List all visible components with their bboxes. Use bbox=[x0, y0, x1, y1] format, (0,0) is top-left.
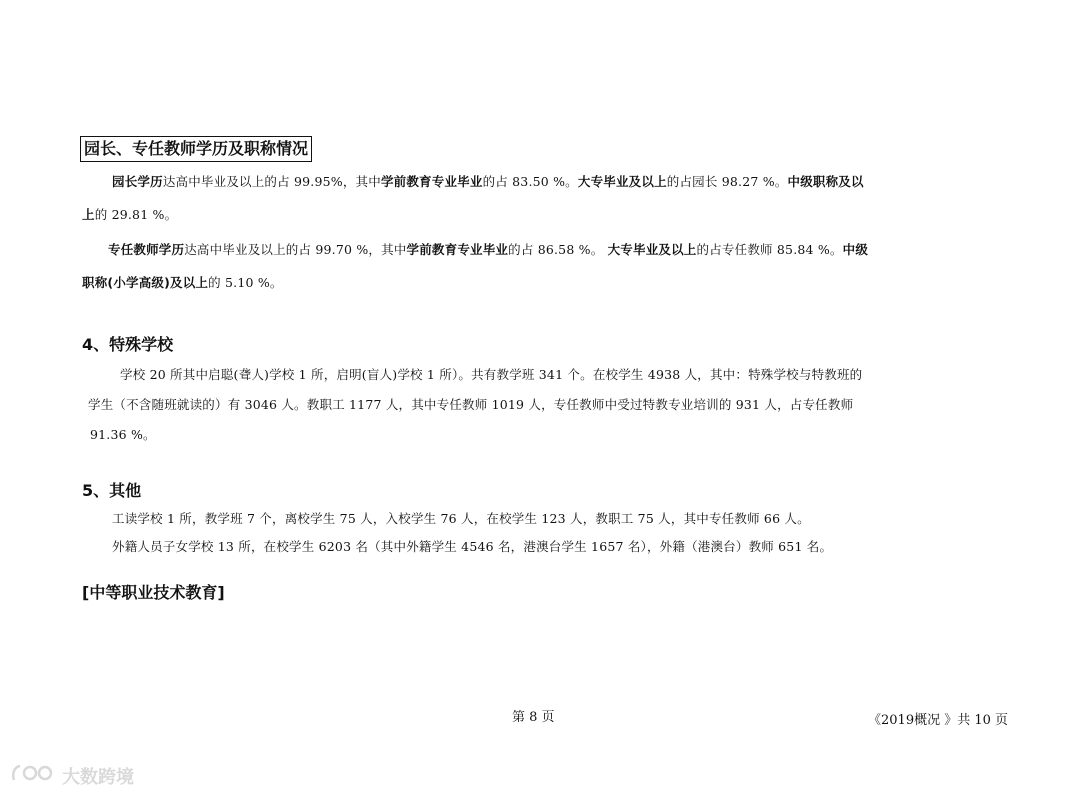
section-heading-special-schools: 4、特殊学校 bbox=[82, 335, 174, 354]
bold-term: 专任教师学历 bbox=[108, 242, 185, 257]
bold-term: 园长学历 bbox=[112, 174, 163, 189]
watermark-text: 大数跨境 bbox=[62, 766, 134, 788]
principal-paragraph-line-1 bbox=[112, 173, 864, 191]
bold-term: 大专毕业及以上 bbox=[607, 242, 697, 257]
bold-term: 上 bbox=[82, 207, 95, 222]
bold-term: 大专毕业及以上 bbox=[577, 174, 667, 189]
bold-term: 中级职称及以 bbox=[787, 174, 864, 189]
section-heading-other: 5、其他 bbox=[82, 481, 142, 500]
bold-term: 职称(小学高级)及以上 bbox=[82, 275, 209, 290]
other-line-2: 外籍人员子女学校 13 所，在校学生 6203 名（其中外籍学生 4546 名，港澳台学生 1657 名），外籍（港澳台）教师 651 名。 bbox=[112, 539, 833, 554]
text-run: 的 29.81 %。 bbox=[94, 207, 178, 222]
footer-page-number: 第 8 页 bbox=[512, 710, 555, 725]
teacher-paragraph-line-1 bbox=[108, 241, 868, 259]
text-run: 达高中毕业及以上的占 99.70 %，其中 bbox=[184, 242, 407, 257]
text-run: 的占专任教师 85.84 %。 bbox=[696, 242, 843, 257]
text-run: 达高中毕业及以上的占 99.95%，其中 bbox=[162, 174, 381, 189]
watermark bbox=[10, 762, 134, 789]
bold-term: 学前教育专业毕业 bbox=[406, 242, 509, 257]
bold-term: 中级 bbox=[842, 242, 869, 257]
section-heading-vocational: [中等职业技术教育] bbox=[82, 583, 225, 602]
other-line-1: 工读学校 1 所，教学班 7 个，离校学生 75 人，入校学生 76 人，在校学生 123 人，教职工 75 人，其中专任教师 66 人。 bbox=[112, 511, 810, 526]
footer-document-label: 《2019概况 》共 10 页 bbox=[868, 713, 1009, 728]
text-run: 的占园长 98.27 %。 bbox=[666, 174, 788, 189]
special-schools-line-3: 91.36 %。 bbox=[90, 427, 156, 442]
section-title-principals: 园长、专任教师学历及职称情况 bbox=[80, 136, 312, 162]
text-run: 的占 83.50 %。 bbox=[482, 174, 578, 189]
text-run: 的 5.10 %。 bbox=[208, 275, 283, 290]
bold-term: 学前教育专业毕业 bbox=[380, 174, 483, 189]
special-schools-line-1: 学校 20 所其中启聪(聋人)学校 1 所，启明(盲人)学校 1 所）。共有教学班 341 个。在校学生 4938 人，其中：特殊学校与特教班的 bbox=[120, 367, 863, 382]
text-run: 的占 86.58 %。 bbox=[508, 242, 608, 257]
logo-icon bbox=[10, 762, 56, 789]
teacher-paragraph-line-2 bbox=[82, 274, 283, 292]
principal-paragraph-line-2 bbox=[82, 206, 177, 224]
special-schools-line-2: 学生（不含随班就读的）有 3046 人。教职工 1177 人，其中专任教师 1019 人，专任教师中受过特教专业培训的 931 人，占专任教师 bbox=[88, 397, 854, 412]
